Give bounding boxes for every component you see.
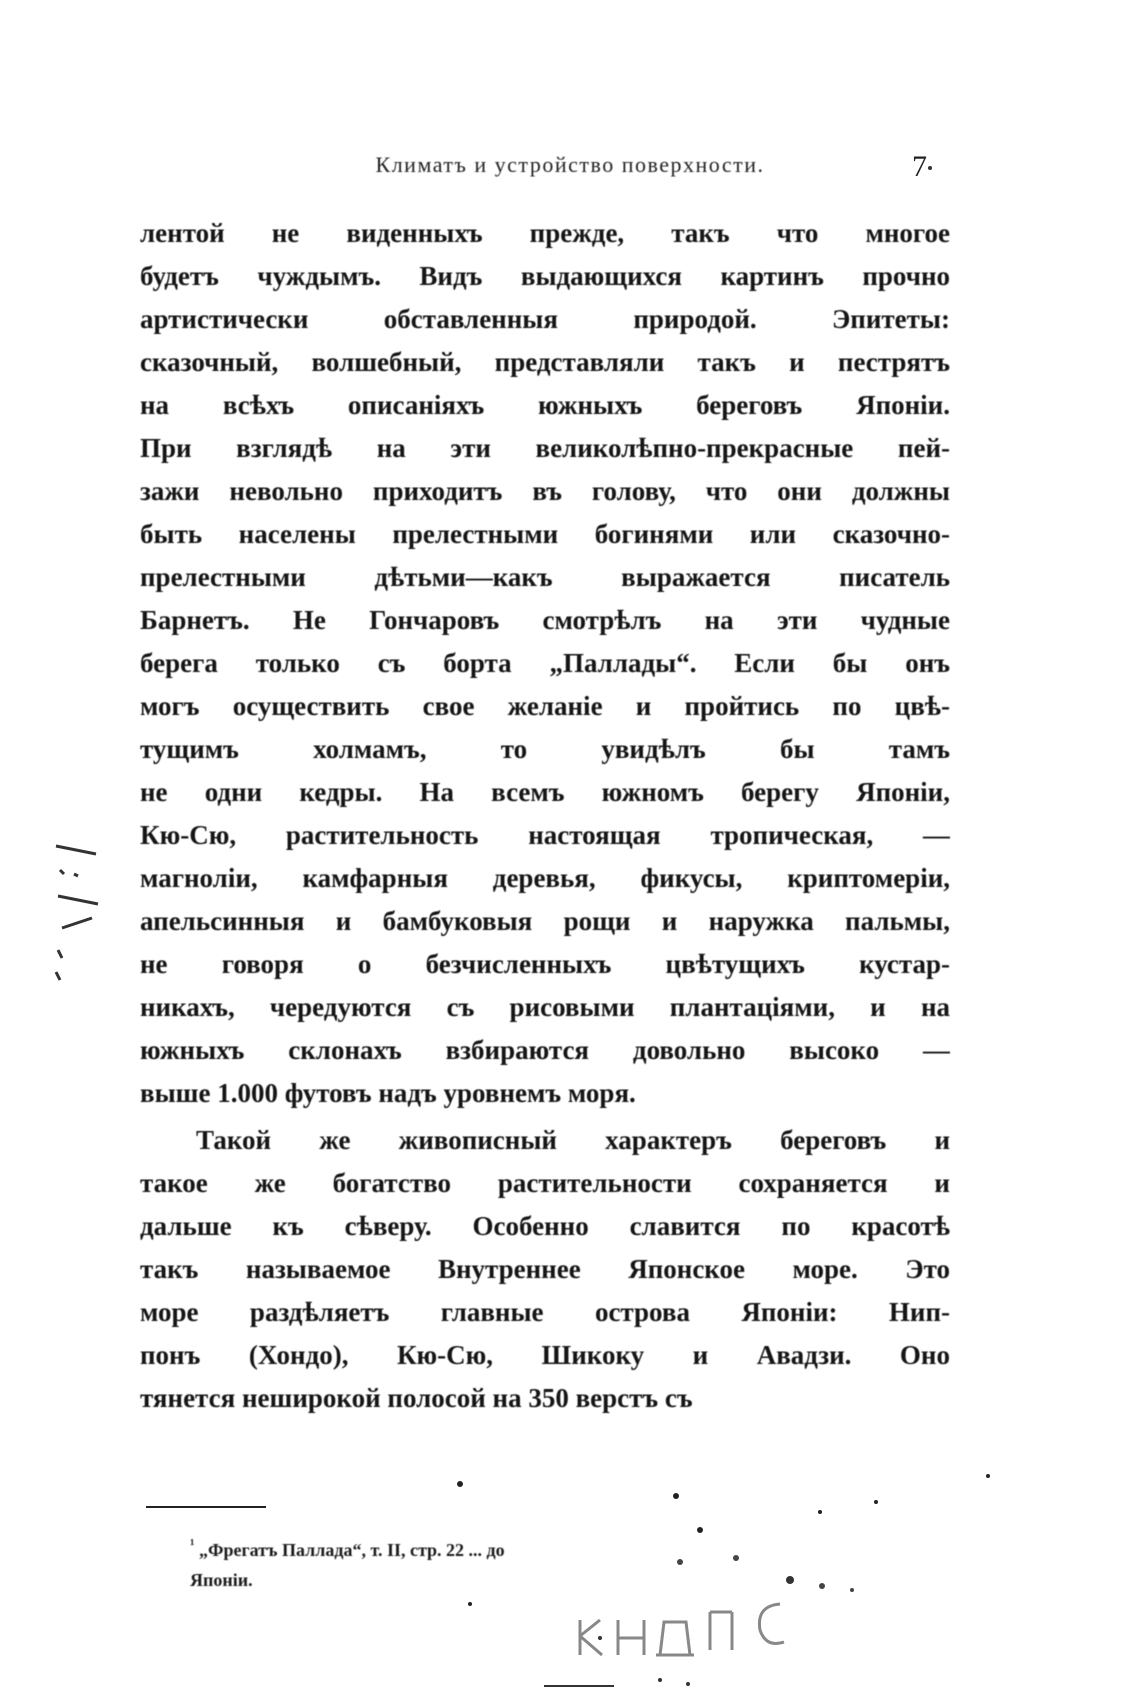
text-line: быть населены прелестными богинями или сказочно- [140,519,950,549]
text-line: Такой же живописный характеръ береговъ и [196,1125,950,1155]
text-line: будетъ чуждымъ. Видъ выдающихся картинъ прочно [140,261,950,291]
text-line: прелестными дѣтьми—какъ выражается писатель [140,562,950,592]
text-line: дальше къ сѣверу. Особенно славится по красотѣ [140,1211,950,1241]
text-line: такое же богатство растительности сохраняется и [140,1168,950,1198]
text-line: магноліи, камфарныя деревья, фикусы, криптомеріи, [140,863,950,893]
text-line: апельсинныя и бамбуковыя рощи и наружка пальмы, [140,906,950,936]
text-line: При взглядѣ на эти великолѣпно-прекрасные пей- [140,433,950,463]
paragraph-2 [140,1119,950,1420]
text-line: могъ осуществить свое желаніе и пройтись по цвѣ- [140,691,950,721]
text-line: такъ называемое Внутреннее Японское море. Это [140,1254,950,1284]
text-line: море раздѣляетъ главные острова Японіи: Нип- [140,1297,950,1327]
footnote-text-1: „Фрегатъ Паллада“, т. II, стр. 22 ... до [199,1540,505,1560]
footnote-line-2: Японіи. [190,1570,253,1590]
text-line: тянется неширокой полосой на 350 верстъ съ [140,1383,693,1413]
text-line: лентой не виденныхъ прежде, такъ что многое [140,218,950,248]
footnote-marker: ¹ [190,1537,195,1553]
text-line: никахъ, чередуются съ рисовыми плантаціями, и на [140,992,950,1022]
text-line: выше 1.000 футовъ надъ уровнемъ моря. [140,1078,636,1108]
text-line: не говоря о безчисленныхъ цвѣтущихъ кустар- [140,949,950,979]
page-number: 7 [912,150,927,183]
running-head: Климатъ и устройство поверхности. [375,152,765,177]
text-line: Кю-Сю, растительность настоящая тропическая, — [140,820,950,850]
text-line: тущимъ холмамъ, то увидѣлъ бы тамъ [140,734,950,764]
text-line: артистически обставленныя природой. Эпитеты: [140,304,950,334]
text-line: не одни кедры. На всемъ южномъ берегу Японіи, [140,777,950,807]
library-stamp [560,1550,920,1660]
text-line: берега только съ борта „Паллады“. Если бы онъ [140,648,950,678]
text-line: зажи невольно приходитъ въ голову, что они должны [140,476,950,506]
body-text [140,212,950,1420]
text-line: сказочный, волшебный, представляли такъ и пестрятъ [140,347,950,377]
footnote-rule [146,1506,266,1508]
paragraph-1 [140,212,950,1115]
text-line: Барнетъ. Не Гончаровъ смотрѣлъ на эти чудные [140,605,950,635]
margin-pencil-marks [48,840,108,990]
text-line: на всѣхъ описаніяхъ южныхъ береговъ Японіи. [140,390,950,420]
text-line: понъ (Хондо), Кю-Сю, Шикоку и Авадзи. Оно [140,1340,950,1370]
text-line: южныхъ склонахъ взбираются довольно высоко — [140,1035,950,1065]
